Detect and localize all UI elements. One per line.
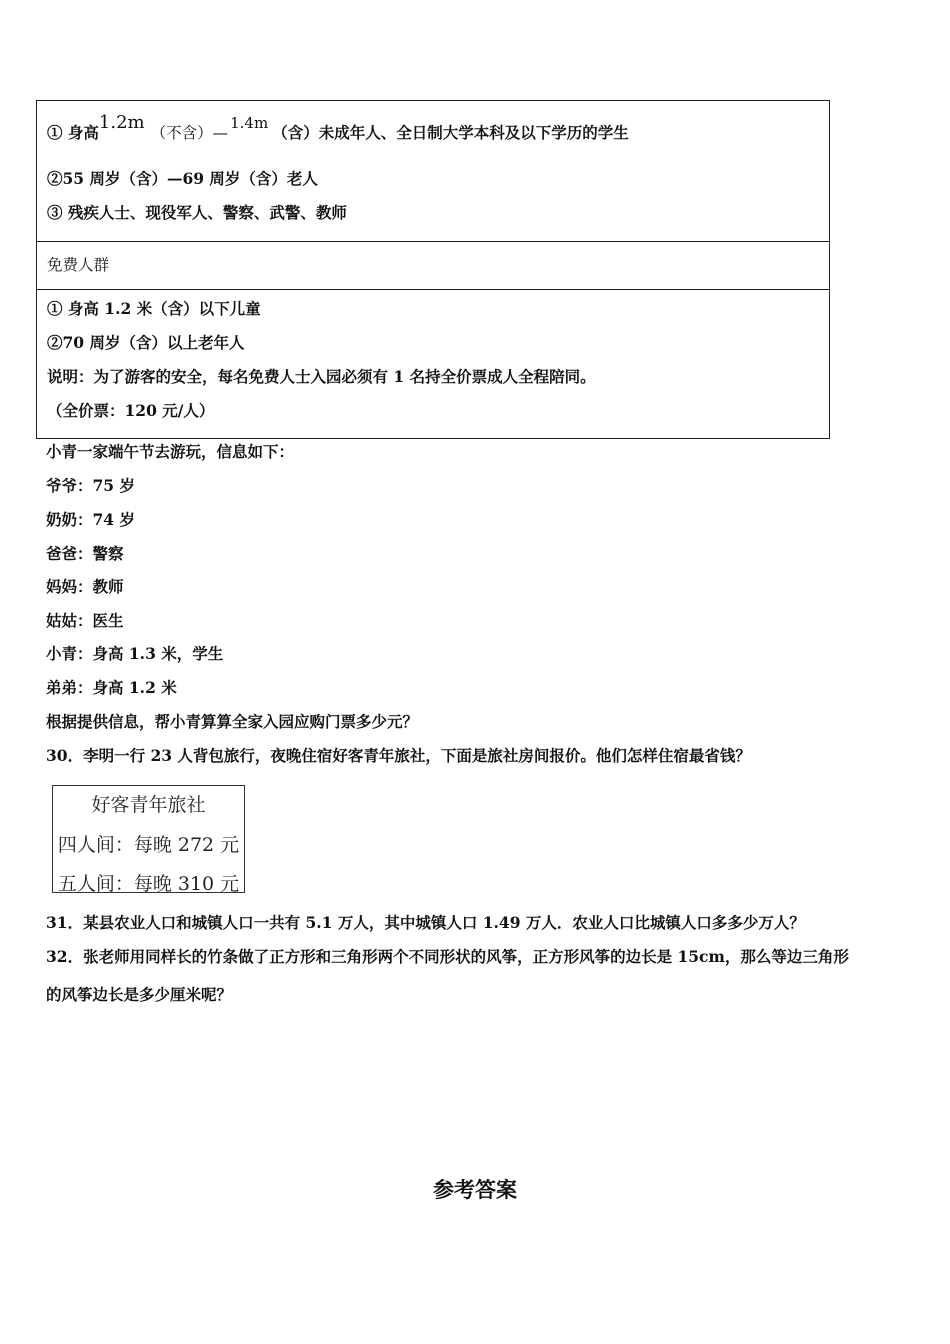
family-grandma: 奶奶：74 岁 bbox=[46, 510, 135, 529]
question-32-line2: 的风筝边长是多少厘米呢？ bbox=[46, 985, 233, 1004]
free-group-header-cell bbox=[37, 242, 829, 290]
family-intro: 小青一家端午节去游玩，信息如下： bbox=[46, 442, 295, 461]
family-mom: 妈妈：教师 bbox=[46, 577, 124, 596]
free-line-note: 说明：为了游客的安全，每名免费人士入园必须有 1 名持全价票成人全程陪同。 bbox=[47, 367, 596, 386]
hostel-room5-price: 五人间：每晚 310 元 bbox=[57, 873, 240, 895]
family-dad: 爸爸：警察 bbox=[46, 544, 124, 563]
free-line-elderly: ②70 周岁（含）以上老年人 bbox=[47, 333, 245, 352]
family-aunt: 姑姑：医生 bbox=[46, 611, 124, 630]
ticket-policy-table bbox=[36, 100, 830, 439]
question-32-line1: 32．张老师用同样长的竹条做了正方形和三角形两个不同形状的风筝，正方形风筝的边长是 15cm，那么等边三角形 bbox=[46, 947, 849, 966]
free-group-label: 免费人群 bbox=[47, 256, 110, 274]
hostel-title: 好客青年旅社 bbox=[91, 794, 206, 816]
discount-line-groups: ③ 残疾人士、现役军人、警察、武警、教师 bbox=[47, 203, 347, 222]
hostel-price-box bbox=[52, 785, 245, 893]
height-value-2: 1.4m bbox=[230, 114, 269, 132]
answers-heading: 参考答案 bbox=[433, 1177, 517, 1202]
free-line-children: ① 身高 1.2 米（含）以下儿童 bbox=[47, 299, 261, 318]
discount-line-students: ① 身高1.2m （不含）—1.4m （含）未成年人、全日制大学本科及以下学历的学生 bbox=[47, 112, 629, 142]
height-value-1: 1.2m bbox=[98, 112, 145, 133]
family-grandpa: 爷爷：75 岁 bbox=[46, 476, 135, 495]
family-brother: 弟弟：身高 1.2 米 bbox=[46, 678, 177, 697]
question-30: 30．李明一行 23 人背包旅行，夜晚住宿好客青年旅社，下面是旅社房间报价。他们怎样住宿最省钱？ bbox=[46, 746, 751, 765]
full-price-note: （全价票：120 元/人） bbox=[47, 401, 215, 420]
free-conditions-cell bbox=[37, 290, 829, 438]
discount-line-seniors: ②55 周岁（含）—69 周岁（含）老人 bbox=[47, 169, 318, 188]
question-31: 31．某县农业人口和城镇人口一共有 5.1 万人，其中城镇人口 1.49 万人．农业人口比城镇人口多多少万人？ bbox=[46, 913, 805, 932]
family-question: 根据提供信息，帮小青算算全家入园应购门票多少元？ bbox=[46, 712, 419, 731]
discount-conditions-cell bbox=[37, 101, 829, 242]
family-xiaoqing: 小青：身高 1.3 米，学生 bbox=[46, 644, 224, 663]
hostel-room4-price: 四人间：每晚 272 元 bbox=[57, 834, 240, 856]
